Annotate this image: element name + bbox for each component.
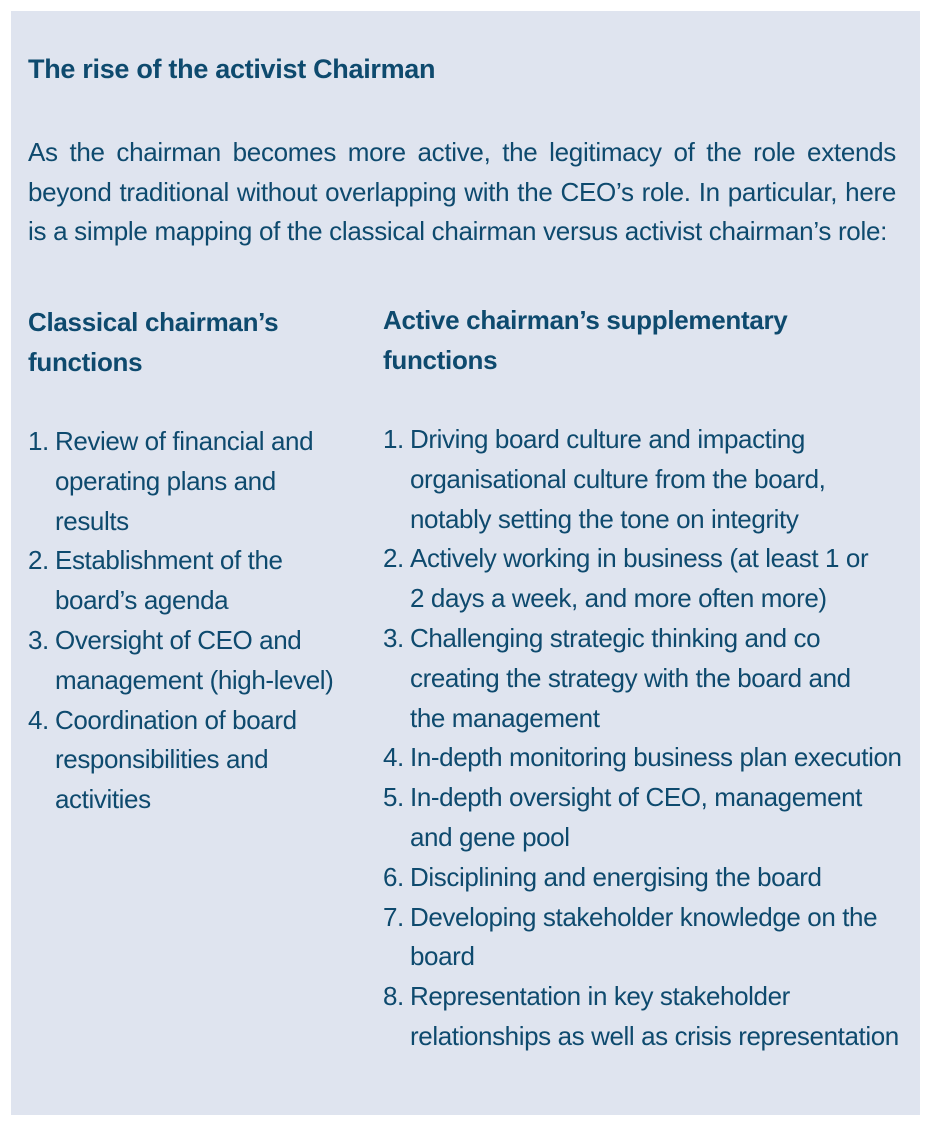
- list-item-text: Coordination of board responsibilities and activities: [55, 704, 297, 815]
- list-item-text: Establishment of the board’s agenda: [55, 545, 283, 616]
- list-item-text: Disciplining and energising the board: [410, 861, 822, 892]
- list-item-number: 7.: [383, 901, 404, 932]
- list-item-number: 1.: [383, 424, 404, 454]
- list-item: [383, 619, 890, 738]
- list-item-number: 5.: [383, 782, 404, 813]
- list-item-number: 4.: [383, 742, 404, 773]
- list-item-number: 4.: [28, 704, 49, 735]
- list-item-text: Oversight of CEO and management (high-level): [55, 624, 334, 695]
- list-item-number: 3.: [28, 624, 49, 655]
- list-item-text: Challenging strategic thinking and co creating the strategy with the board and the management: [410, 622, 851, 733]
- list-item: [383, 420, 870, 539]
- list-item-number: 2.: [383, 543, 404, 574]
- list-item: [28, 621, 365, 701]
- active-functions-heading: Active chairman’s supplementary functions: [383, 305, 788, 375]
- list-item: [383, 898, 910, 978]
- box-title: The rise of the activist Chairman: [28, 54, 436, 84]
- list-item-text: In-depth monitoring business plan execution: [410, 742, 902, 773]
- list-item-text: Developing stakeholder knowledge on the board: [410, 901, 878, 972]
- list-item: [28, 701, 325, 820]
- list-item-text: Actively working in business (at least 1 or 2 days a week, and more often more): [410, 543, 869, 614]
- classical-functions-list: [28, 422, 373, 820]
- list-item-number: 6.: [383, 861, 404, 892]
- list-item: [383, 539, 880, 619]
- list-item-number: 1.: [28, 426, 49, 456]
- list-item-text: Representation in key stakeholder relationships as well as crisis representation: [410, 981, 899, 1051]
- list-item-text: In-depth oversight of CEO, management and gene pool: [410, 782, 863, 852]
- list-item: [383, 858, 910, 898]
- list-item-number: 8.: [383, 981, 404, 1012]
- classical-functions-heading: Classical chairman’s functions: [28, 307, 279, 377]
- list-item: [28, 422, 355, 541]
- list-item: [383, 738, 930, 778]
- active-functions-list: [383, 420, 913, 1057]
- list-item-number: 2.: [28, 545, 49, 576]
- list-item-text: Driving board culture and impacting organisational culture from the board, notably setting the tone on integrity: [410, 424, 826, 534]
- list-item: [383, 977, 925, 1057]
- list-item: [383, 778, 885, 858]
- list-item-number: 3.: [383, 622, 404, 653]
- list-item: [28, 541, 325, 621]
- list-item-text: Review of financial and operating plans and results: [55, 426, 314, 536]
- intro-paragraph: As the chairman becomes more active, the legitimacy of the role extends beyond traditional without overlapping with the CEO’s role. In particular, here is a simple mapping of the classical chairman versus activist chairman’s role:: [28, 137, 896, 246]
